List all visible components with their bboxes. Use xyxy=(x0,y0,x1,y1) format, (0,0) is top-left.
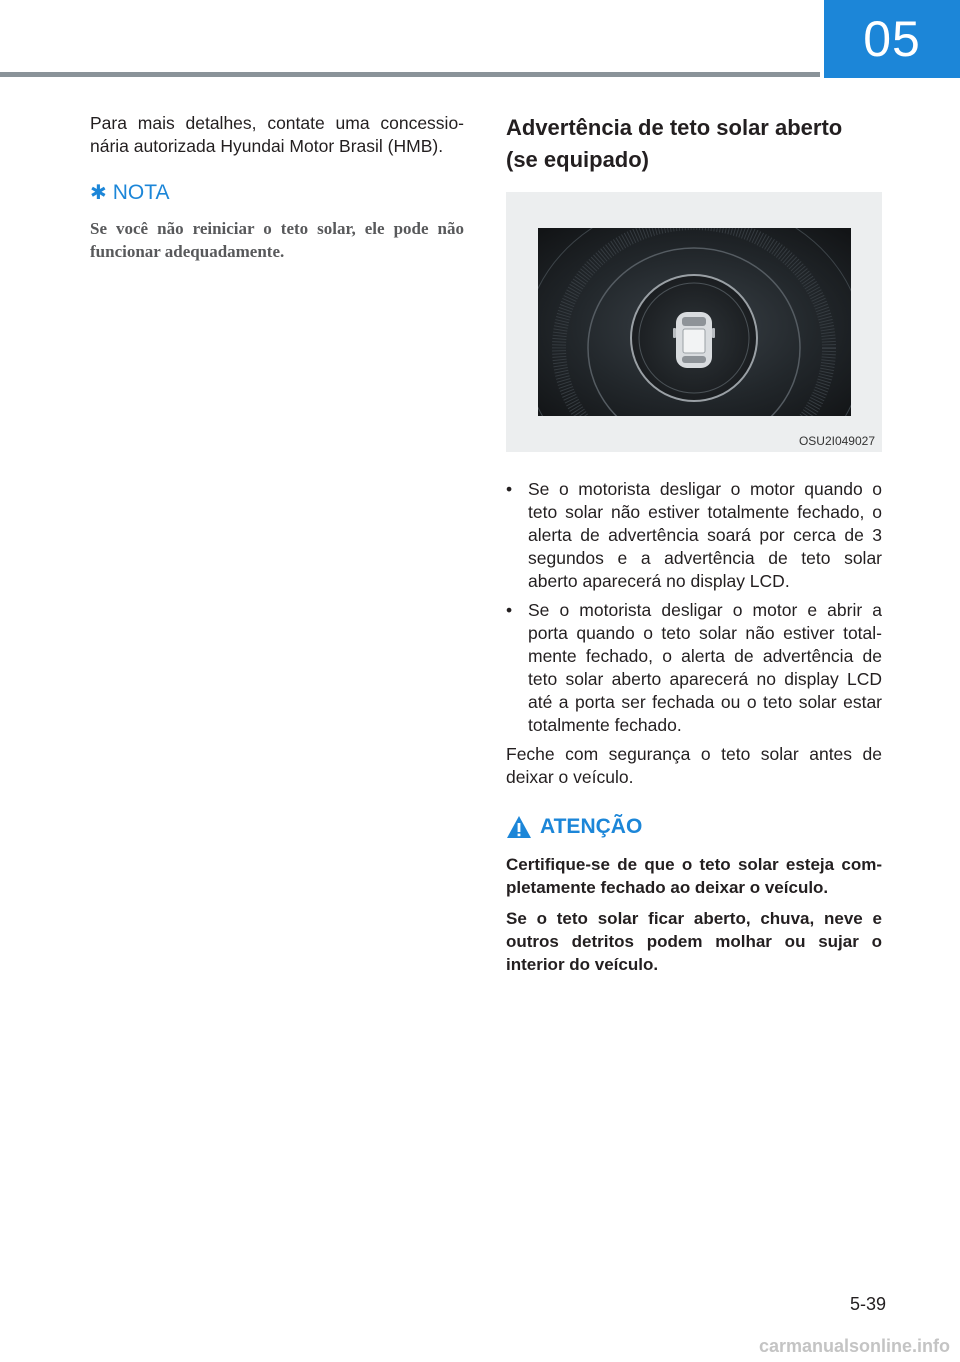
list-item xyxy=(506,478,882,593)
chapter-tab: 05 xyxy=(824,0,960,78)
lcd-display-image xyxy=(538,228,851,416)
watermark-logo: carmanualsonline.info xyxy=(758,1336,950,1356)
note-body: Se você não reiniciar o teto solar, ele pode não funcionar adequadamente. xyxy=(90,219,464,261)
figure-code: OSU2I049027 xyxy=(798,434,875,448)
bullet-text: Se o motorista desligar o motor quando o teto solar não estiver totalmente fechado, o alerta de advertência soará por cerca de 3 segundos e a advertência de teto solar aberto aparecerá no display LCD. xyxy=(528,479,882,591)
bullet-list xyxy=(506,478,882,737)
warning-paragraph-2: Se o teto solar ficar aberto, chuva, neve e outros detritos podem molhar ou sujar o interior do veículo. xyxy=(506,909,882,974)
bullet-icon: • xyxy=(506,600,513,620)
note-title: NOTA xyxy=(112,180,170,204)
left-column xyxy=(90,112,464,263)
bullet-text: Se o motorista desligar o motor e abrir a porta quando o teto solar não estiver totalmente fechado, o alerta de advertência de teto solar aberto aparecerá no display LCD até a porta ser fechada ou o teto solar estar totalmente fechado. xyxy=(528,600,882,735)
intro-paragraph: Para mais detalhes, contate uma concessionária autorizada Hyundai Motor Brasil (HMB). xyxy=(90,113,464,156)
section-title-line1: Advertência de teto solar aberto xyxy=(506,115,843,140)
note-heading xyxy=(90,180,464,205)
list-item xyxy=(506,599,882,737)
warning-paragraph-1: Certifique-se de que o teto solar esteja completamente fechado ao deixar o veículo. xyxy=(506,855,882,897)
section-title-line2: (se equipado) xyxy=(506,147,650,172)
warning-title: ATENÇÃO xyxy=(540,815,643,838)
right-column xyxy=(506,112,882,976)
closing-paragraph: Feche com segurança o teto solar antes de deixar o veículo. xyxy=(506,744,882,787)
page-number: 5-39 xyxy=(849,1294,886,1314)
bullet-icon: • xyxy=(506,479,513,499)
warning-heading xyxy=(506,815,882,839)
warning-triangle-icon xyxy=(506,815,532,839)
header-rule xyxy=(0,72,820,77)
section-title xyxy=(506,112,882,176)
asterisk-icon: ✱ xyxy=(90,182,107,204)
car-top-view-icon xyxy=(673,312,715,368)
cluster-figure xyxy=(506,192,882,452)
sunroof-warning-illustration xyxy=(538,228,851,416)
